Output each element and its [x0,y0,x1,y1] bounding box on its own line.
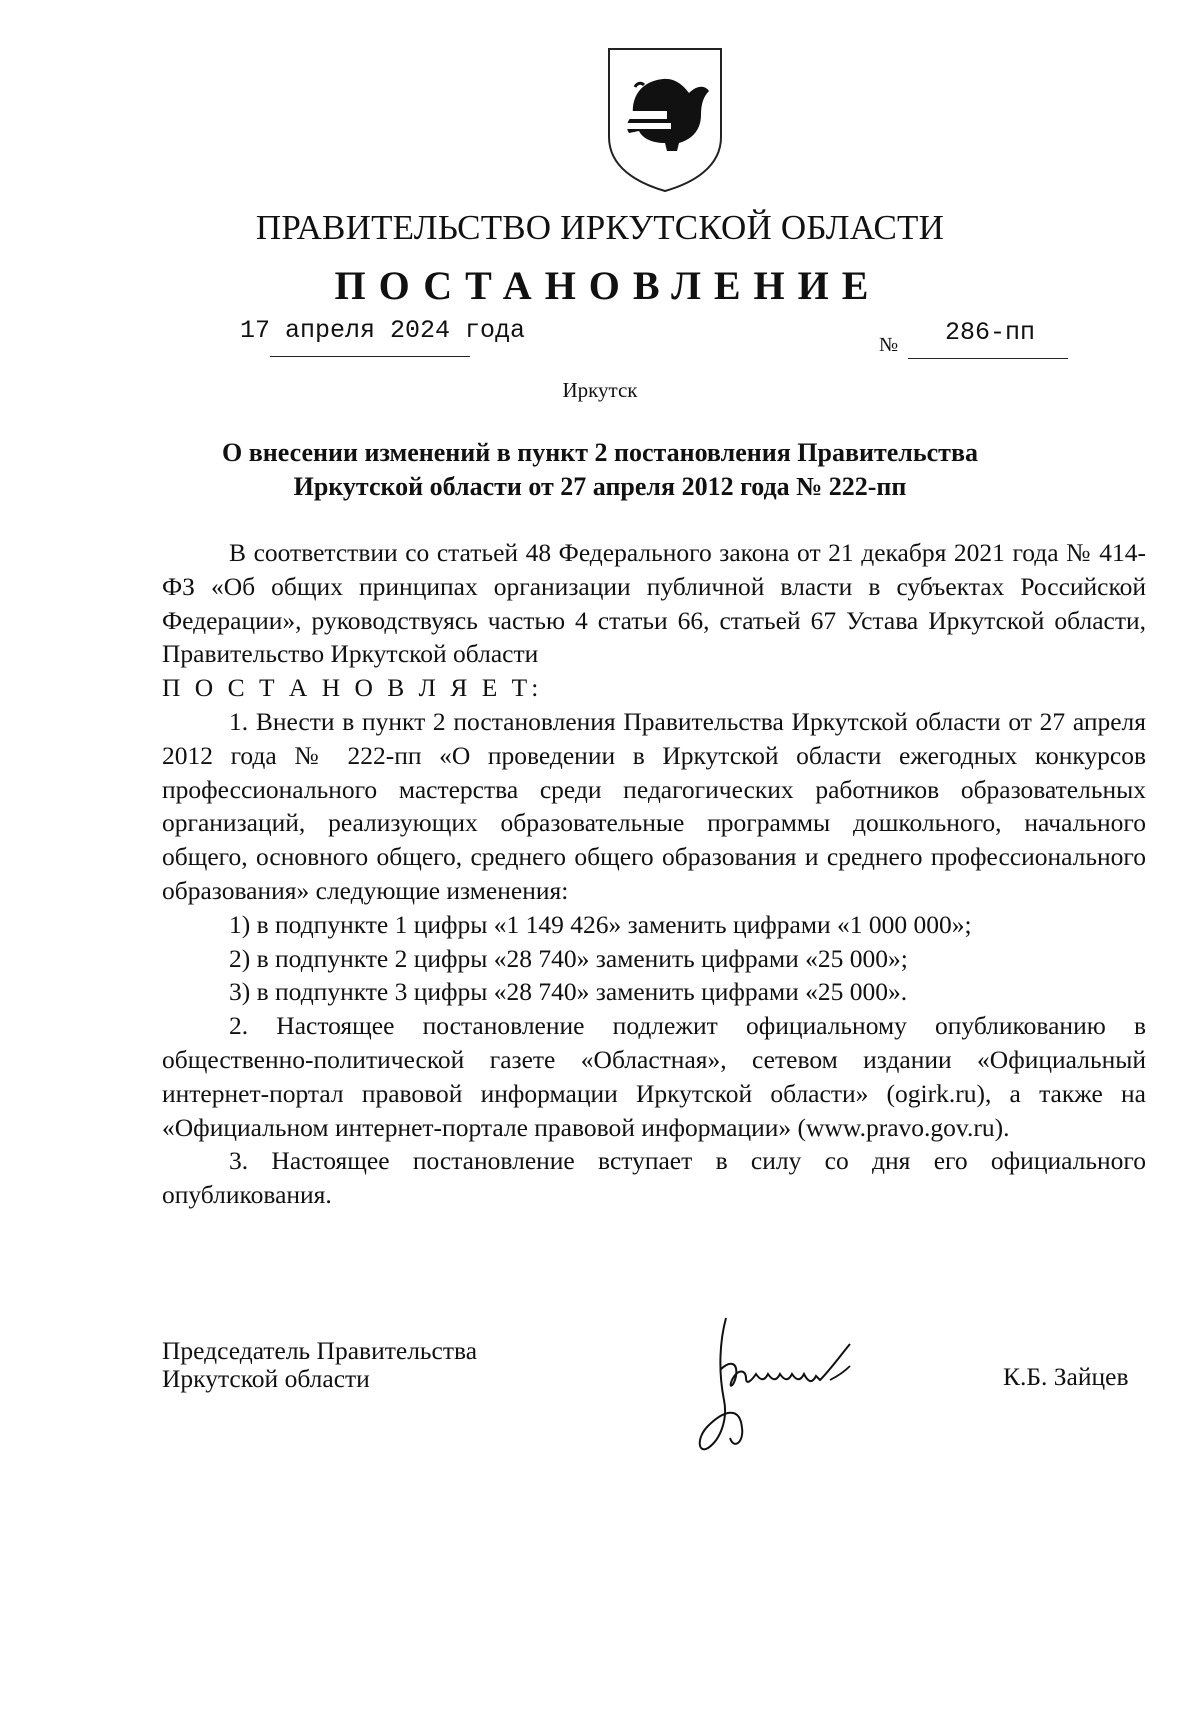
number-sign: № [879,334,899,356]
document-body [162,536,1146,1212]
item-3-paragraph: 3. Настоящее постановление вступает в силу со дня его официального опубликования. [162,1146,1146,1210]
document-number: 286-пп [945,318,1036,347]
city: Иркутск [562,378,638,402]
organization-name: ПРАВИТЕЛЬСТВО ИРКУТСКОЙ ОБЛАСТИ [255,208,945,247]
preamble-paragraph: В соответствии со статьей 48 Федерального закона от 21 декабря 2021 года № 414-ФЗ «Об общих принципах организации публичной власти в субъектах Российской Федерации», руководствуясь частью 4 статьи 66, статьей 67 Устава Иркутской области, Правительство Иркутской области [162,538,1146,669]
subitem-2: 2) в подпункте 2 цифры «28 740» заменить цифрами «25 000»; [229,943,908,973]
title-line-2: Иркутской области от 27 апреля 2012 года № 222-пп [293,472,907,501]
date-underline [270,356,470,357]
number-underline [908,358,1068,359]
signer-position-line-2: Иркутской области [162,1364,370,1393]
signer-position [162,1337,477,1393]
item-1-paragraph: 1. Внести в пункт 2 постановления Правительства Иркутской области от 27 апреля 2012 года № 222-пп «О проведении в Иркутской области ежегодных конкурсов профессионального мастерства среди педагогических работников образовательных организаций, реализующих образовательные программы дошкольного, начального общего, основного общего, среднего общего образования и среднего профессионального образования» следующие изменения: [162,706,1146,905]
signer-name: К.Б. Зайцев [1003,1362,1129,1391]
coat-of-arms-icon [605,45,725,195]
subitem-1: 1) в подпункте 1 цифры «1 149 426» заменить цифрами «1 000 000»; [229,909,972,939]
resolves-heading: П О С Т А Н О В Л Я Е Т: [162,673,543,703]
item-2-paragraph: 2. Настоящее постановление подлежит официальному опубликованию в общественно-политической газете «Областная», сетевом издании «Официальный интернет-портал правовой информации Иркутской области» (ogirk.ru), а также на «Официальном интернет-портале правовой информации» (www.pravo.gov.ru). [162,1011,1146,1142]
signer-position-line-1: Председатель Правительства [162,1336,478,1365]
document-title [160,436,1040,504]
subitem-3: 3) в подпункте 3 цифры «28 740» заменить цифрами «25 000». [229,977,908,1007]
document-type: ПОСТАНОВЛЕНИЕ [334,263,882,308]
handwritten-signature [680,1310,940,1460]
document-date: 17 апреля 2024 года [240,316,526,345]
title-line-1: О внесении изменений в пункт 2 постановления Правительства [222,438,978,467]
